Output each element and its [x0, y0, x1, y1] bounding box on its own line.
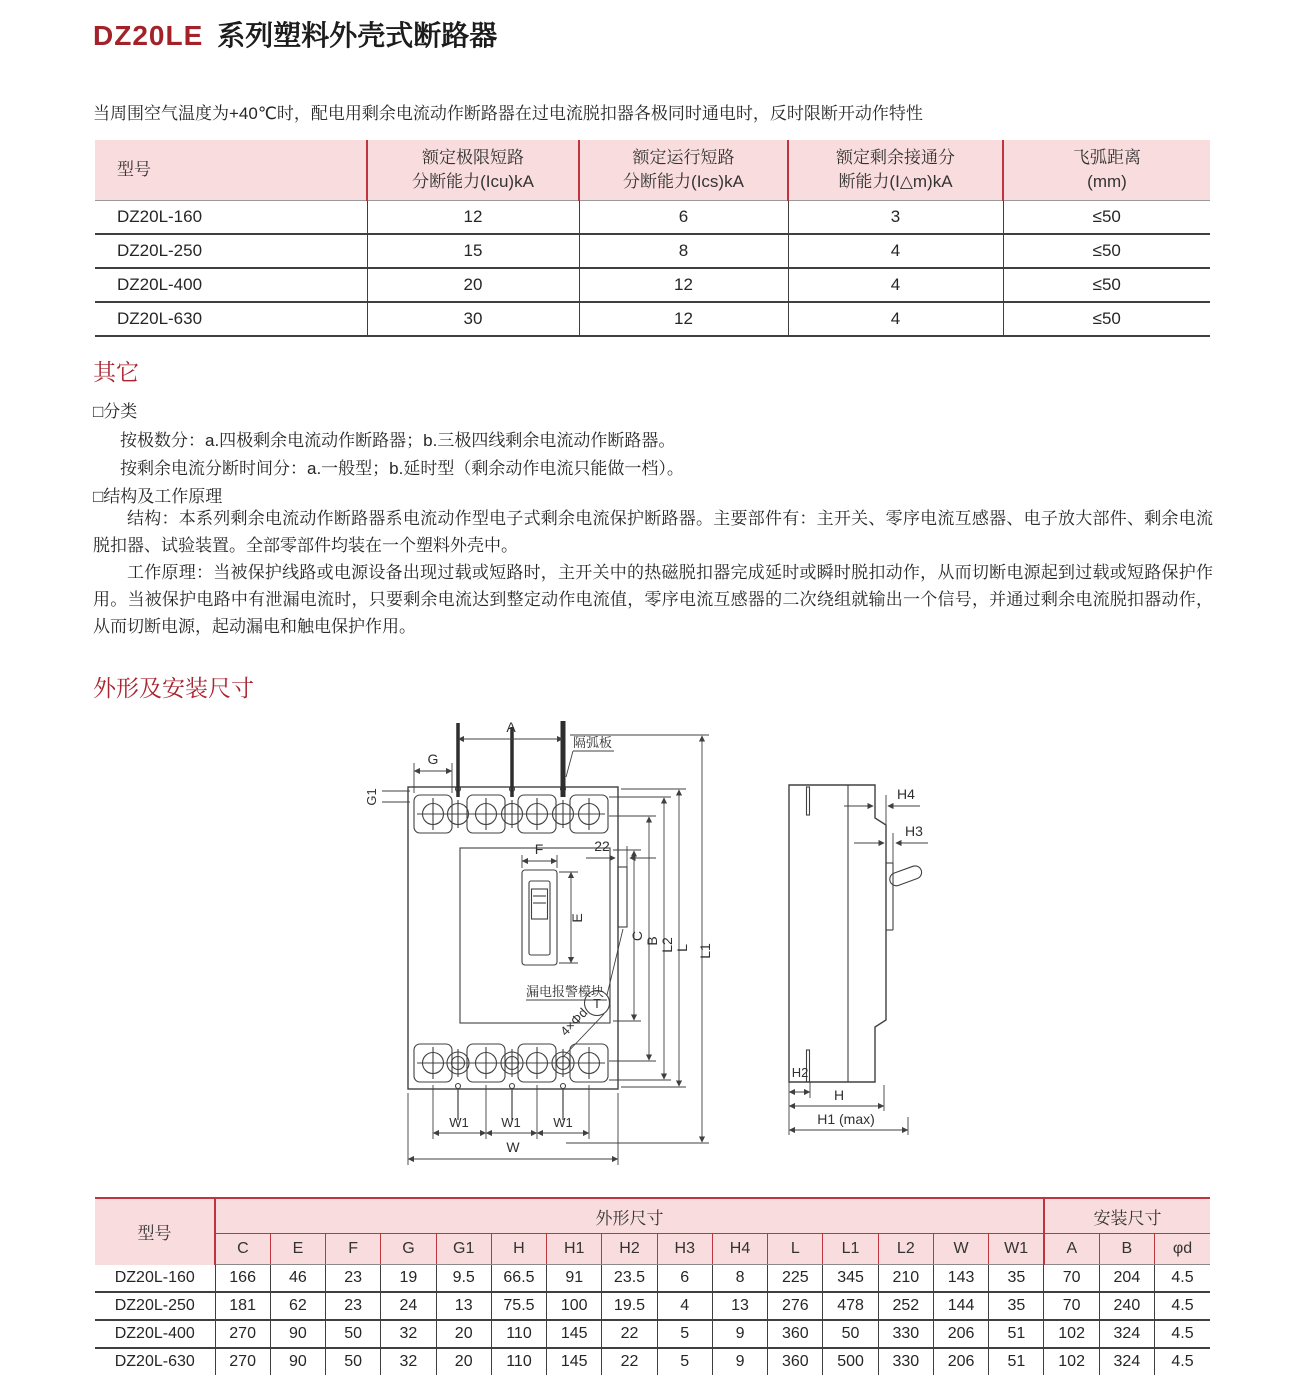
cell-value: 206	[933, 1320, 988, 1348]
dim-label-w1: W1	[449, 1115, 469, 1130]
header-text: 分断能力(Ics)kA	[623, 172, 744, 191]
cell-value: 20	[436, 1348, 491, 1375]
cell-idm: 4	[788, 234, 1003, 268]
cell-value: 90	[270, 1320, 325, 1348]
col-header-e: E	[270, 1234, 325, 1265]
cell-value: 4.5	[1171, 1269, 1194, 1286]
structure-paragraph: 结构：本系列剩余电流动作断路器系电流动作型电子式剩余电流保护断路器。主要部件有：主开关、零序电流互感器、电子放大部件、剩余电流脱扣器、试验装置。全部零部件均装在一个塑料外壳中。	[93, 509, 1213, 555]
cell-value: 19.5	[602, 1292, 657, 1320]
col-header-h: H	[491, 1234, 546, 1265]
dim-label-h: H	[833, 1087, 845, 1103]
top-slot	[807, 787, 810, 815]
intro-text: 当周围空气温度为+40℃时，配电用剩余电流动作断路器在过电流脱扣器各极同时通电时，反时限断开动作特性	[93, 104, 923, 123]
cell-model: DZ20L-400	[95, 268, 367, 302]
dim-label-h4: H4	[897, 786, 915, 802]
cell-ics: 8	[579, 234, 788, 268]
col-header-c: C	[215, 1234, 270, 1265]
cell-value: 210	[878, 1265, 933, 1293]
cell-value: 22	[602, 1320, 657, 1348]
dimension-drawing-svg	[330, 705, 990, 1180]
dim-label-h1: H1 (max)	[817, 1111, 875, 1127]
dim-label-f: F	[534, 841, 544, 857]
col-header-phid: φd	[1155, 1234, 1210, 1265]
side-view	[789, 785, 928, 1135]
cell-value: 66.5	[491, 1265, 546, 1293]
col-header-idm	[788, 140, 1003, 201]
dim-label-w: W	[506, 1139, 520, 1155]
cell-model: DZ20L-160	[95, 201, 367, 235]
cell-arc: ≤50	[1003, 234, 1210, 268]
principle-paragraph: 工作原理：当被保护线路或电源设备出现过载或短路时，主开关中的热磁脱扣器完成延时或瞬时脱扣动作，从而切断电源起到过载或短路保护作用。当被保护电路中有泄漏电流时，只要剩余电流达到整定动作电流值，零序电流互感器的二次绕组就输出一个信号，并通过剩余电流脱扣器动作，从而切断电源，起动漏电和触电保护作用。	[93, 563, 1213, 636]
series-code: DZ20LE	[93, 20, 204, 51]
side-profile	[789, 785, 886, 1082]
classification-line-2: 按剩余电流分断时间分：a.一般型；b.延时型（剩余动作电流只能做一档）。	[120, 459, 684, 478]
cell-value: 91	[547, 1265, 602, 1293]
cell-arc: ≤50	[1003, 201, 1210, 235]
cell-arc: ≤50	[1003, 268, 1210, 302]
dim-label-a: A	[506, 719, 516, 735]
cell-value: 23	[326, 1265, 381, 1293]
table-header-row	[95, 140, 1210, 201]
cell-value: 4.5	[1155, 1348, 1210, 1375]
series-name: 系列塑料外壳式断路器	[217, 20, 498, 51]
col-header-h3: H3	[657, 1234, 712, 1265]
cell-model: DZ20L-630	[95, 302, 367, 336]
cell-value: 8	[712, 1265, 767, 1293]
cell-ics: 6	[579, 201, 788, 235]
dim-label-g: G	[427, 751, 439, 767]
cell-value: 46	[270, 1265, 325, 1293]
cell-value: 145	[547, 1348, 602, 1375]
col-header-l2: L2	[878, 1234, 933, 1265]
table-row	[95, 1265, 1210, 1293]
cell-model: DZ20L-250	[95, 1292, 215, 1320]
cell-ics: 12	[579, 302, 788, 336]
col-header-h2: H2	[602, 1234, 657, 1265]
cell-value: 6	[657, 1265, 712, 1293]
cell-value: 240	[1099, 1292, 1154, 1320]
col-header-l1: L1	[823, 1234, 878, 1265]
cell-value: 166	[215, 1265, 270, 1293]
col-header-h4: H4	[712, 1234, 767, 1265]
table-row	[95, 1348, 1210, 1375]
classification-line-1: 按极数分：a.四极剩余电流动作断路器；b.三极四线剩余电流动作断路器。	[120, 431, 676, 450]
dimension-table	[95, 1197, 1210, 1375]
cell-value: 100	[547, 1292, 602, 1320]
page-title	[93, 14, 497, 54]
table-group-header-row	[95, 1198, 1210, 1234]
cell-model: DZ20L-630	[95, 1348, 215, 1375]
col-header-w: W	[933, 1234, 988, 1265]
cell-value: 360	[768, 1348, 823, 1375]
cell-value: 110	[491, 1320, 546, 1348]
cell-value: 13	[712, 1292, 767, 1320]
bottom-terminals	[414, 1044, 608, 1089]
cell-value: 206	[933, 1348, 988, 1375]
section-heading-other: 其它	[93, 359, 139, 385]
cell-value: 345	[823, 1265, 878, 1293]
cell-value: 500	[823, 1348, 878, 1375]
dim-label-l: L	[674, 944, 690, 952]
col-header-b: B	[1099, 1234, 1154, 1265]
dim-label-b: B	[644, 936, 660, 946]
cell-value: 32	[381, 1348, 436, 1375]
table-row	[95, 1292, 1210, 1320]
cell-value: 62	[270, 1292, 325, 1320]
cell-value: 50	[326, 1320, 381, 1348]
cell-value: 5	[657, 1348, 712, 1375]
col-header-g: G	[381, 1234, 436, 1265]
cell-arc: ≤50	[1003, 302, 1210, 336]
cell-value: 23.5	[602, 1265, 657, 1293]
cell-value: 330	[878, 1320, 933, 1348]
col-header-icu	[367, 140, 579, 201]
dim-label-22: 22	[594, 838, 610, 854]
cell-model: DZ20L-250	[95, 234, 367, 268]
col-header-model	[95, 140, 367, 201]
cell-value: 4	[657, 1292, 712, 1320]
cell-value: 51	[989, 1348, 1044, 1375]
cell-value: 360	[768, 1320, 823, 1348]
col-header-f: F	[326, 1234, 381, 1265]
cell-value: 9	[712, 1348, 767, 1375]
cell-icu: 15	[367, 234, 579, 268]
cell-idm: 4	[788, 268, 1003, 302]
cell-value: 35	[989, 1265, 1044, 1293]
cell-value: 110	[491, 1348, 546, 1375]
test-button-label: T	[593, 996, 601, 1011]
cell-value: 181	[215, 1292, 270, 1320]
cell-value: 4.5	[1155, 1292, 1210, 1320]
cell-idm: 4	[788, 302, 1003, 336]
cell-value: 324	[1099, 1348, 1154, 1375]
outline-drawing	[330, 705, 990, 1185]
cell-value: 225	[768, 1265, 823, 1293]
classification-title: □分类	[93, 402, 138, 421]
header-text: 飞弧距离	[1073, 148, 1141, 167]
dim-label-h3: H3	[905, 823, 923, 839]
cell-value: 24	[381, 1292, 436, 1320]
cell-value: 324	[1099, 1320, 1154, 1348]
cell-value: 143	[933, 1265, 988, 1293]
table-subheader-row	[95, 1234, 1210, 1265]
cell-value: 9	[712, 1320, 767, 1348]
dim-label-l1: L1	[697, 943, 713, 959]
cell-icu: 20	[367, 268, 579, 302]
col-header-h1: H1	[547, 1234, 602, 1265]
alarm-module-label: 漏电报警模块	[526, 984, 605, 999]
cell-value: 5	[657, 1320, 712, 1348]
cell-icu: 12	[367, 201, 579, 235]
col-header-l: L	[768, 1234, 823, 1265]
structure-title: □结构及工作原理	[93, 487, 223, 506]
group-header-outline: 外形尺寸	[215, 1198, 1044, 1234]
alarm-module-tab	[618, 867, 627, 927]
header-text: 额定极限短路	[422, 148, 524, 167]
table-row	[95, 268, 1210, 302]
cell-value: 20	[436, 1320, 491, 1348]
cell-value: 32	[381, 1320, 436, 1348]
col-header-w1: W1	[989, 1234, 1044, 1265]
cell-value: 13	[436, 1292, 491, 1320]
cell-value: 144	[933, 1292, 988, 1320]
cell-value: 22	[602, 1348, 657, 1375]
table-row	[95, 1320, 1210, 1348]
dim-label-w1: W1	[501, 1115, 521, 1130]
cell-model: DZ20L-160	[95, 1265, 215, 1293]
breaking-capacity-table	[95, 140, 1210, 337]
header-text: (mm)	[1087, 172, 1127, 191]
cell-value: 19	[381, 1265, 436, 1293]
table-row	[95, 302, 1210, 336]
cell-value: 270	[215, 1348, 270, 1375]
arc-plate-label: 隔弧板	[573, 735, 613, 750]
cell-model: DZ20L-400	[95, 1320, 215, 1348]
cell-value: 276	[768, 1292, 823, 1320]
table-row	[95, 234, 1210, 268]
dim-label-g1: G1	[364, 788, 379, 806]
cell-value: 4.5	[1155, 1320, 1210, 1348]
cell-icu: 30	[367, 302, 579, 336]
cell-value: 102	[1044, 1320, 1099, 1348]
cell-value: 51	[989, 1320, 1044, 1348]
cell-value: 70	[1044, 1292, 1099, 1320]
operating-handle	[522, 870, 557, 965]
cell-value: 9.5	[436, 1265, 491, 1293]
cell-value: 23	[326, 1292, 381, 1320]
header-text: 分断能力(Icu)kA	[412, 172, 534, 191]
col-header-g1: G1	[436, 1234, 491, 1265]
cell-value: 90	[270, 1348, 325, 1375]
cell-value: 35	[989, 1292, 1044, 1320]
cell-value: 330	[878, 1348, 933, 1375]
cell-value: 75.5	[491, 1292, 546, 1320]
dim-label-h2: H2	[791, 1065, 809, 1080]
cell-value: 270	[215, 1320, 270, 1348]
cell-value: 252	[878, 1292, 933, 1320]
mounting-hole-label: 4×Φd	[557, 1004, 591, 1039]
dim-label-e: E	[569, 913, 585, 923]
cell-value: 478	[823, 1292, 878, 1320]
col-header-arc	[1003, 140, 1210, 201]
col-header-ics	[579, 140, 788, 201]
header-text: 型号	[117, 160, 151, 179]
header-text: 断能力(I△m)kA	[838, 172, 953, 191]
header-text: 额定剩余接通分	[836, 148, 955, 167]
cell-ics: 12	[579, 268, 788, 302]
table-row	[95, 201, 1210, 235]
cell-value: 50	[823, 1320, 878, 1348]
section-heading-dimensions: 外形及安装尺寸	[93, 675, 254, 701]
col-header-model: 型号	[95, 1198, 215, 1265]
group-header-install: 安装尺寸	[1044, 1198, 1210, 1234]
col-header-a: A	[1044, 1234, 1099, 1265]
cell-value: 204	[1099, 1265, 1154, 1293]
dim-label-w1: W1	[553, 1115, 573, 1130]
dim-label-l2: L2	[659, 937, 675, 953]
front-view	[364, 719, 713, 1165]
cell-value: 145	[547, 1320, 602, 1348]
cell-value: 70	[1044, 1265, 1099, 1293]
dim-label-c: C	[629, 930, 645, 942]
header-text: 额定运行短路	[632, 148, 735, 167]
cell-value: 50	[326, 1348, 381, 1375]
cell-value: 102	[1044, 1348, 1099, 1375]
cell-idm: 3	[788, 201, 1003, 235]
